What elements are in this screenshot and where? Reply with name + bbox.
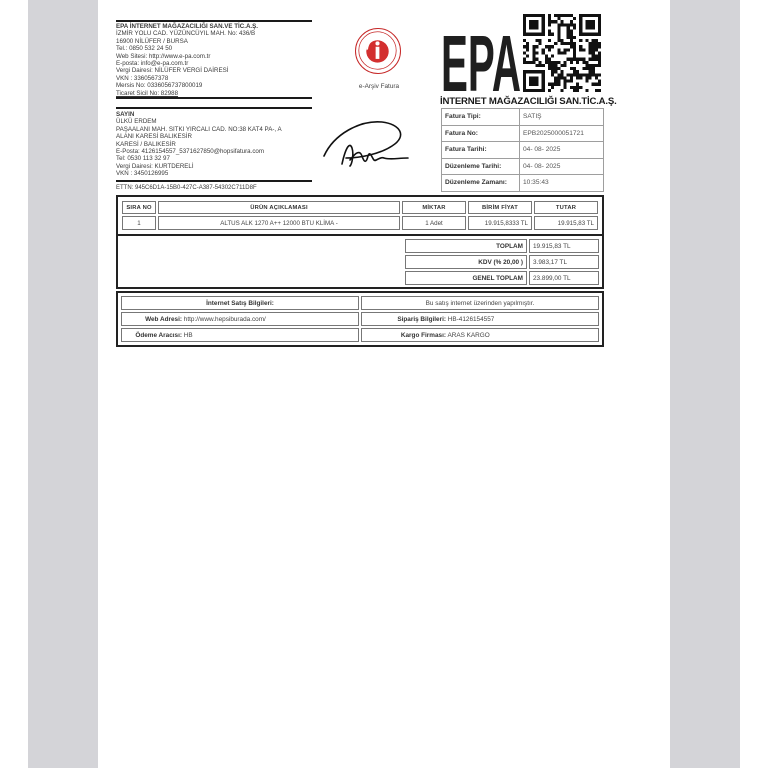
qr-code-icon <box>523 14 601 92</box>
seller-trade-registry: Ticaret Sicil No: 82988 <box>116 89 179 97</box>
payment-intermediary <box>121 328 359 342</box>
cargo-company <box>361 328 599 342</box>
internet-sales-title: İnternet Satış Bilgileri: <box>121 296 359 310</box>
info-label: Düzenleme Tarihi: <box>442 158 520 175</box>
buyer-info <box>116 107 312 182</box>
seller-name: EPA İNTERNET MAĞAZACILIĞI SAN.VE TİC.A.Ş. <box>116 23 258 30</box>
order-info-value: HB-4126154557 <box>447 315 495 323</box>
seller-info <box>116 20 312 99</box>
buyer-vkn: VKN : 3450126995 <box>116 170 169 178</box>
web-address <box>121 312 359 326</box>
info-label: Fatura Tipi: <box>442 109 520 126</box>
web-row <box>121 296 599 310</box>
seller-vkn: VKN : 3360567378 <box>116 74 169 82</box>
grand-total-label: GENEL TOPLAM <box>405 271 527 285</box>
gib-seal-icon <box>356 29 399 72</box>
viewer-margin-right <box>670 0 740 768</box>
column-header: MİKTAR <box>402 201 466 214</box>
totals-row <box>405 271 599 285</box>
seller-phone: Tel.: 0850 532 24 50 <box>116 45 173 53</box>
info-row <box>442 142 604 159</box>
info-value: SATIŞ <box>520 109 604 126</box>
info-value: 04- 08- 2025 <box>520 158 604 175</box>
ettn: ETTN: 945C6D1A-15B0-427C-A387-54302C711D8F <box>116 185 257 191</box>
divider <box>116 97 312 99</box>
info-label: Fatura No: <box>442 125 520 142</box>
vat-value: 3.983,17 TL <box>529 255 599 269</box>
seller-tax-office: Vergi Dairesi: NİLÜFER VERGİ DAİRESİ <box>116 67 229 75</box>
totals-row <box>405 239 599 253</box>
info-value: 04- 08- 2025 <box>520 142 604 159</box>
web-address-value: http://www.hepsiburada.com/ <box>183 315 266 323</box>
item-total: 19.915,83 TL <box>534 216 598 230</box>
web-row <box>121 328 599 342</box>
info-row <box>442 125 604 142</box>
viewer-margin-left <box>28 0 98 768</box>
info-label: Düzenleme Zamanı: <box>442 175 520 192</box>
table-header-row <box>122 201 598 214</box>
column-header: BİRİM FİYAT <box>468 201 532 214</box>
signature-image <box>320 112 410 172</box>
buyer-tax-office: Vergi Dairesi: KURTDERELİ <box>116 162 194 170</box>
info-value: EPB2025000051721 <box>520 125 604 142</box>
company-name: İNTERNET MAĞAZACILIĞI SAN.TİC.A.Ş. <box>440 96 617 107</box>
epa-logo <box>441 12 521 94</box>
web-row <box>121 312 599 326</box>
seller-address: İZMİR YOLU CAD. YÜZÜNCÜYIL MAH. No: 436/B <box>116 30 256 38</box>
buyer-phone: Tel: 0530 113 32 97 <box>116 155 170 163</box>
invoice-info-table <box>441 108 604 192</box>
internet-sales-box <box>116 291 604 347</box>
buyer-heading: SAYIN <box>116 111 135 118</box>
order-info-label: Sipariş Bilgileri: <box>397 315 446 323</box>
buyer-address: PAŞAALANI MAH. SITKI YIRCALI CAD. NO:38 KAT4 PA-, A <box>116 125 282 133</box>
info-label: Fatura Tarihi: <box>442 142 520 159</box>
items-table <box>116 195 604 236</box>
order-info <box>361 312 599 326</box>
e-arsiv-caption: e-Arşiv Fatura <box>358 83 400 90</box>
item-index: 1 <box>122 216 156 230</box>
table-row <box>122 216 598 230</box>
item-unit-price: 19.915,8333 TL <box>468 216 532 230</box>
totals-box <box>116 234 604 289</box>
payment-value: HB <box>183 331 193 339</box>
subtotal-value: 19.915,83 TL <box>529 239 599 253</box>
buyer-city: KARESİ / BALIKESİR <box>116 140 176 148</box>
buyer-email: E-Posta: 4126154557_5371627850@hopsifatura.com <box>116 148 265 156</box>
info-row <box>442 109 604 126</box>
totals-table <box>403 237 601 287</box>
gib-logo <box>355 28 401 74</box>
column-header: TUTAR <box>534 201 598 214</box>
column-header: ÜRÜN AÇIKLAMASI <box>158 201 400 214</box>
item-description: ALTUS ALK 1270 A++ 12000 BTU KLİMA - <box>158 216 400 230</box>
invoice-page <box>98 0 670 768</box>
seller-mersis: Mersis No: 0336056737800019 <box>116 82 203 90</box>
seller-email: E-posta: info@e-pa.com.tr <box>116 60 189 68</box>
info-value: 10:35:43 <box>520 175 604 192</box>
totals-row <box>405 255 599 269</box>
epa-logo-text: EPA <box>441 19 521 94</box>
column-header: SIRA NO <box>122 201 156 214</box>
info-row <box>442 158 604 175</box>
buyer-name: ÜLKÜ ERDEM <box>116 118 157 126</box>
seller-website: Web Sitesi: http://www.e-pa.com.tr <box>116 52 211 60</box>
item-quantity: 1 Adet <box>402 216 466 230</box>
info-row <box>442 175 604 192</box>
internet-sales-note: Bu satış internet üzerinden yapılmıştır. <box>361 296 599 310</box>
payment-label: Ödeme Aracısı: <box>135 331 182 339</box>
seller-city: 16900 NİLÜFER / BURSA <box>116 37 188 45</box>
buyer-address-2: ALANI KARESİ BALIKESİR <box>116 133 192 141</box>
cargo-value: ARAS KARGO <box>447 331 490 339</box>
vat-label: KDV (% 20,00 ) <box>405 255 527 269</box>
web-address-label: Web Adresi: <box>145 315 182 323</box>
grand-total-value: 23.899,00 TL <box>529 271 599 285</box>
cargo-label: Kargo Firması: <box>400 331 446 339</box>
divider <box>116 180 312 182</box>
subtotal-label: TOPLAM <box>405 239 527 253</box>
